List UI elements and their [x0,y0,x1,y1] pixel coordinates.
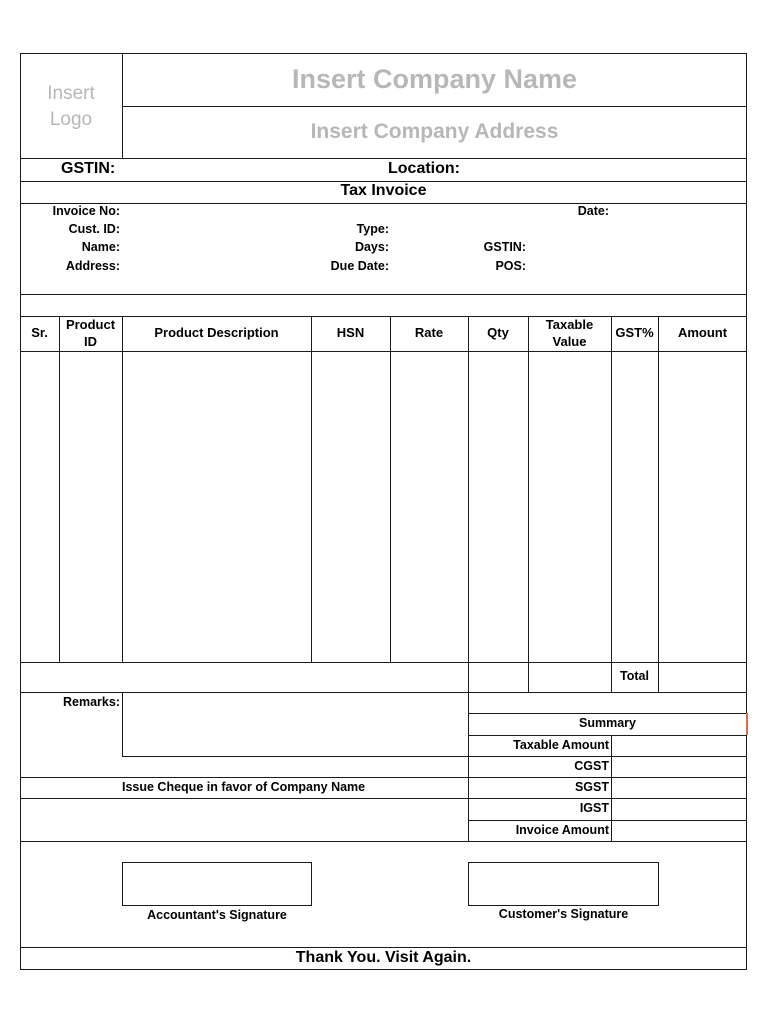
border-top [20,53,747,54]
table-header-line [20,351,747,352]
column-product-id-line2: ID [84,334,97,349]
summary-title: Summary [579,716,636,730]
remarks-bottom [122,756,468,757]
col-line-2 [122,316,123,662]
summary-cgst-label: CGST [574,759,609,773]
column-amount: Amount [677,325,728,340]
column-gst-percent: GST% [615,325,654,340]
summary-line-2 [468,735,747,736]
column-product-description: Product Description [154,325,279,340]
summary-line-4 [468,777,747,778]
summary-line-5 [468,798,747,799]
company-name: Insert Company Name [291,64,578,94]
document-title: Tax Invoice [340,182,427,199]
title-row-line [20,203,747,204]
pos-label: POS: [495,259,526,273]
column-rate: Rate [414,325,444,340]
logo-placeholder-line2: Logo [49,109,93,130]
cheque-row-bottom [20,798,468,799]
col-line-6 [528,316,529,693]
cheque-instruction: Issue Cheque in favor of Company Name [122,780,366,794]
table-top-line [20,316,747,317]
thank-you-message: Thank You. Visit Again. [295,949,472,966]
type-label: Type: [356,222,389,236]
gstin-label: GSTIN: [61,160,116,177]
name-label: Name: [81,240,120,254]
address-label: Address: [65,259,120,273]
col-line-8 [658,316,659,693]
due-date-label: Due Date: [330,259,389,273]
total-label: Total [620,669,649,683]
summary-line-6 [468,820,747,821]
column-sr: Sr. [31,325,48,340]
column-hsn: HSN [336,325,365,340]
accountant-signature-label: Accountant's Signature [147,908,287,922]
location-label: Location: [388,160,460,177]
logo-placeholder-line1: Insert [47,83,95,104]
column-product-id-line1: Product [65,317,116,332]
days-label: Days: [354,240,389,254]
summary-invoice-amount-label: Invoice Amount [515,823,609,837]
cust-id-label: Cust. ID: [68,222,120,236]
col-line-4 [390,316,391,662]
summary-line-3 [468,756,747,757]
summary-bottom-line [20,841,747,842]
col-line-7 [611,316,612,693]
customer-gstin-label: GSTIN: [483,240,526,254]
date-label: Date: [577,204,609,218]
summary-igst-label: IGST [579,801,609,815]
column-qty: Qty [487,325,509,340]
col-line-1 [59,316,60,662]
summary-sgst-label: SGST [574,780,609,794]
customer-signature-label: Customer's Signature [498,907,629,921]
summary-line-1 [468,713,747,714]
footer-line [20,947,747,948]
summary-taxable-amount-label: Taxable Amount [513,738,609,752]
company-address: Insert Company Address [310,120,559,143]
header-bottom-line [20,158,747,159]
total-row-bottom [20,692,747,693]
remarks-divider [122,692,123,757]
invoice-no-label: Invoice No: [52,204,120,218]
column-taxable-line2: Value [552,334,587,349]
column-taxable-line1: Taxable [545,317,594,332]
name-address-divider [122,106,747,107]
border-bottom [20,969,747,970]
col-line-3 [311,316,312,662]
customer-signature-box[interactable] [468,862,659,906]
remarks-label: Remarks: [63,695,120,709]
total-row-top [20,662,747,663]
info-bottom-line [20,294,747,295]
accountant-signature-box[interactable] [122,862,312,906]
summary-value-divider [611,735,612,842]
cheque-row-top [20,777,468,778]
